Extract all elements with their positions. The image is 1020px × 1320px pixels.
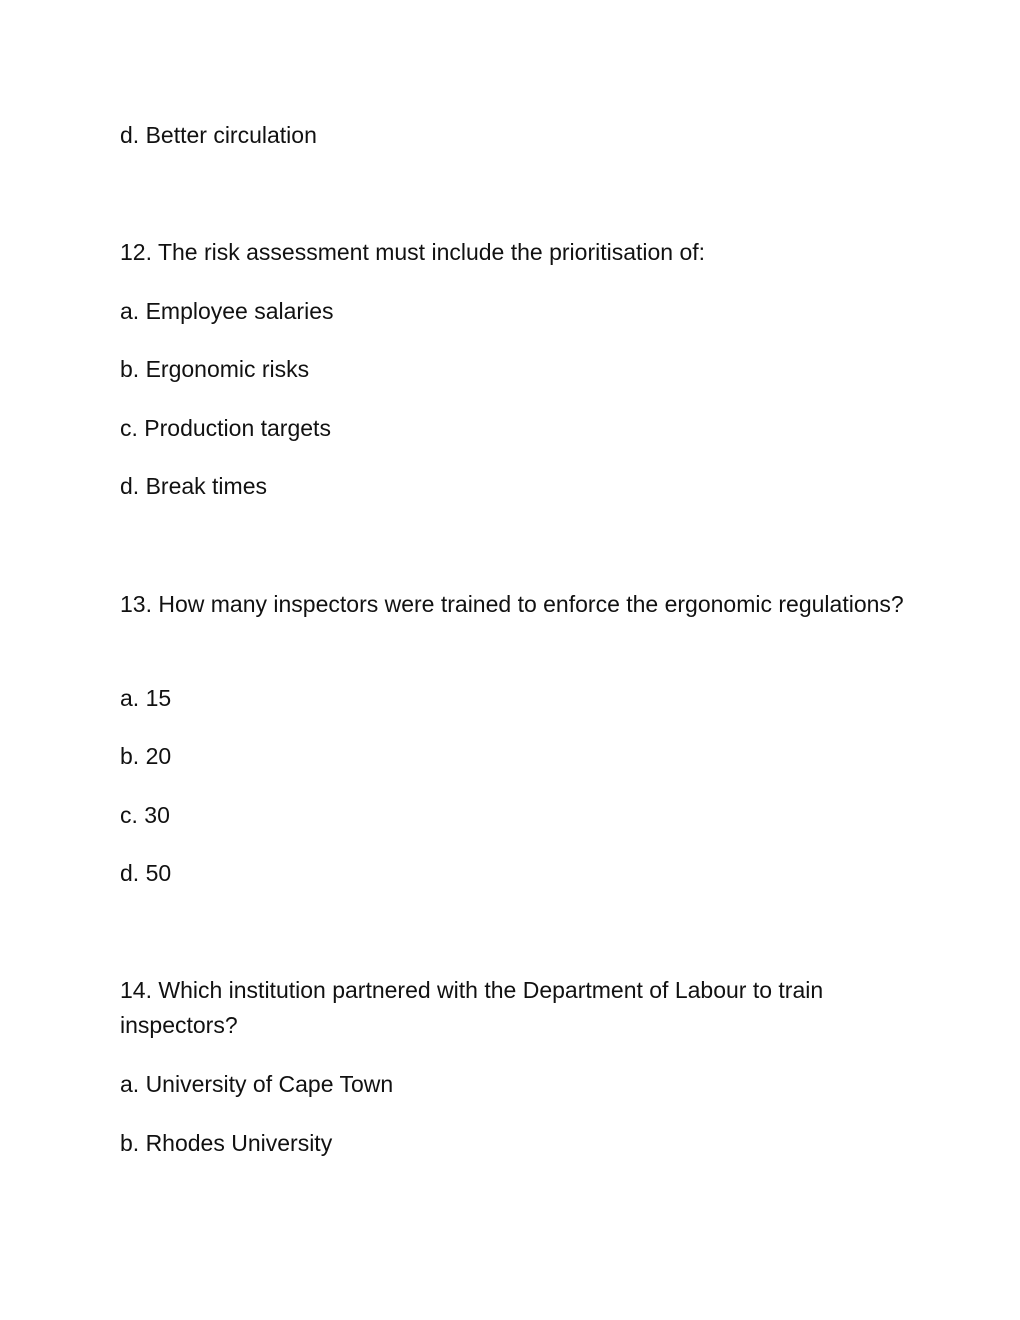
answer-option: c. Production targets (120, 415, 331, 441)
answer-option: c. 30 (120, 802, 170, 828)
answer-option: b. Rhodes University (120, 1130, 333, 1156)
answer-option: a. 15 (120, 685, 172, 711)
answer-option: a. University of Cape Town (120, 1071, 394, 1097)
answer-option: a. Employee salaries (120, 298, 334, 324)
answer-option: d. 50 (120, 860, 172, 886)
answer-option: b. Ergonomic risks (120, 356, 310, 382)
answer-option: d. Better circulation (120, 122, 317, 148)
answer-option: b. 20 (120, 743, 172, 769)
question-14: 14. Which institution partnered with the Department of Labour to train inspectors? (120, 977, 824, 1038)
answer-option: d. Break times (120, 473, 267, 499)
question-12: 12. The risk assessment must include the prioritisation of: (120, 239, 706, 265)
question-13: 13. How many inspectors were trained to enforce the ergonomic regulations? (120, 591, 904, 617)
